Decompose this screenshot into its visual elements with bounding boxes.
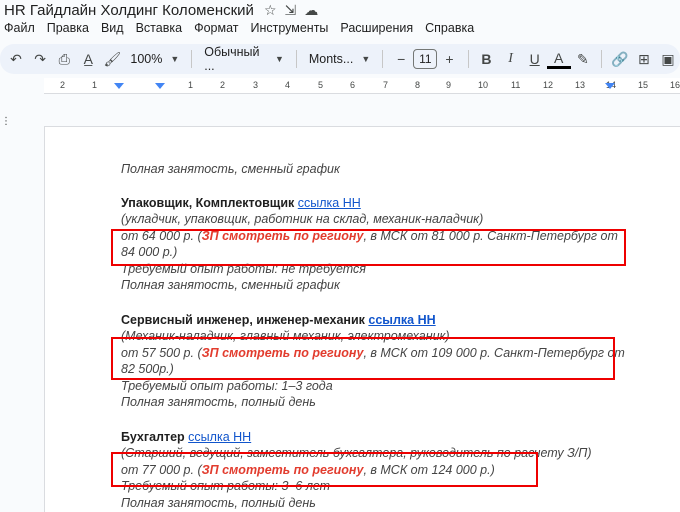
vertical-ruler xyxy=(0,94,14,512)
ruler-number: 7 xyxy=(383,80,389,90)
menu-edit[interactable]: Правка xyxy=(46,21,89,35)
bold-icon[interactable]: B xyxy=(481,51,492,67)
menu-view[interactable]: Вид xyxy=(100,21,124,35)
divider xyxy=(191,50,192,68)
toolbar xyxy=(0,44,680,74)
highlight-box xyxy=(111,452,538,487)
salary-line-cont: 82 500р.) xyxy=(121,362,174,376)
highlight-box xyxy=(111,337,615,380)
salary-text: , в МСК от 124 000 р.) xyxy=(363,462,495,477)
menu-tools[interactable]: Инструменты xyxy=(250,21,329,35)
ruler-number: 9 xyxy=(446,80,452,90)
document-title[interactable]: HR Гайдлайн Холдинг Коломенский xyxy=(4,1,254,19)
hh-link[interactable]: ссылка НН xyxy=(297,195,361,210)
ruler-number: 11 xyxy=(511,80,521,90)
salary-text: , в МСК от 81 000 р. Санкт-Петербург от xyxy=(363,228,618,243)
zoom-value: 100% xyxy=(130,52,163,66)
undo-icon[interactable]: ↶ xyxy=(10,50,22,67)
insert-image-icon[interactable]: ▣ xyxy=(661,50,675,67)
cloud-saved-icon[interactable]: ☁ xyxy=(304,1,319,18)
region-note: ЗП смотреть по региону xyxy=(201,462,364,477)
experience-text: Требуемый опыт работы: 1–3 года xyxy=(121,378,333,393)
schedule-text: Полная занятость, сменный график xyxy=(121,162,340,176)
star-icon[interactable]: ☆ xyxy=(263,1,277,18)
ruler-number: 3 xyxy=(253,80,259,90)
redo-icon[interactable]: ↷ xyxy=(34,50,46,67)
job-title: Бухгалтер xyxy=(121,429,185,444)
job-description: (Старший, ведущий, заместитель бухгалтера, руководитель по расчету З/П) xyxy=(121,446,592,460)
text-color-icon[interactable]: A xyxy=(547,49,571,69)
job-title: Упаковщик, Комплектовщик xyxy=(121,195,295,210)
first-line-indent-marker[interactable] xyxy=(155,83,165,89)
paragraph-style-select[interactable] xyxy=(198,47,290,71)
region-note: ЗП смотреть по региону xyxy=(201,345,364,360)
divider xyxy=(468,50,469,68)
highlight-color-icon[interactable]: ✎ xyxy=(576,50,589,67)
schedule-text: Полная занятость, полный день xyxy=(121,395,316,409)
job-description: (Механик-наладчик, главный механик, электромеханик) xyxy=(121,329,450,343)
add-comment-icon[interactable]: ⊞ xyxy=(638,50,650,67)
ruler-number: 12 xyxy=(543,80,554,90)
move-folder-icon[interactable]: ⇲ xyxy=(284,1,297,18)
divider xyxy=(601,50,602,68)
ruler-number: 10 xyxy=(478,80,489,90)
region-note: ЗП смотреть по региону xyxy=(201,228,364,243)
experience-text: Требуемый опыт работы: не требуется xyxy=(121,261,366,276)
ruler-number: 5 xyxy=(318,80,324,90)
job-title: Сервисный инженер, инженер-механик xyxy=(121,312,365,327)
font-select[interactable] xyxy=(303,47,376,71)
title-bar xyxy=(0,0,680,20)
increase-font-size-icon[interactable]: + xyxy=(445,51,454,67)
ruler-number: 15 xyxy=(638,80,649,90)
schedule-text: Полная занятость, сменный график xyxy=(121,278,340,292)
paint-format-icon[interactable]: 🖌 xyxy=(103,50,122,67)
blank-line xyxy=(121,178,641,195)
ruler-number: 14 xyxy=(606,80,617,90)
menu-bar xyxy=(0,19,482,37)
salary-text: , в МСК от 109 000 р. Санкт-Петербург от xyxy=(363,345,625,360)
experience-text: Требуемый опыт работы: 3–6 лет xyxy=(121,479,331,493)
ruler-number: 2 xyxy=(220,80,226,90)
menu-format[interactable]: Формат xyxy=(194,21,239,35)
blank-line xyxy=(121,294,641,312)
chevron-down-icon: ▼ xyxy=(275,54,284,64)
menu-file[interactable]: Файл xyxy=(4,21,35,35)
salary-text: от 64 000 р. ( xyxy=(121,228,202,243)
print-icon[interactable]: ⎙ xyxy=(58,50,70,67)
ruler-number: 8 xyxy=(415,80,421,90)
chevron-down-icon: ▼ xyxy=(361,54,371,64)
paragraph-style-value: Обычный ... xyxy=(204,45,260,73)
schedule-text: Полная занятость, полный день xyxy=(121,495,316,510)
decrease-font-size-icon[interactable]: − xyxy=(397,51,406,67)
salary-line-cont: 84 000 р.) xyxy=(121,245,178,259)
ruler-number: 13 xyxy=(575,80,586,90)
font-size-input[interactable]: 11 xyxy=(413,49,437,69)
ruler-number: 2 xyxy=(60,80,66,90)
highlight-box xyxy=(111,229,626,266)
salary-text: от 77 000 р. ( xyxy=(121,462,202,477)
ruler-number: 1 xyxy=(188,80,194,90)
menu-help[interactable]: Справка xyxy=(425,21,475,35)
chevron-down-icon: ▼ xyxy=(170,54,180,64)
divider xyxy=(296,50,297,68)
horizontal-ruler[interactable] xyxy=(0,78,680,94)
job-heading xyxy=(121,195,641,212)
zoom-select[interactable] xyxy=(124,47,185,71)
insert-link-icon[interactable]: 🔗 xyxy=(611,50,629,67)
hh-link[interactable]: ссылка НН xyxy=(188,429,252,444)
salary-text: от 57 500 р. ( xyxy=(121,345,202,360)
menu-extensions[interactable]: Расширения xyxy=(340,21,414,35)
outline-icon[interactable]: ⋮ xyxy=(1,116,11,127)
ruler-number: 1 xyxy=(92,80,98,90)
blank-line xyxy=(121,411,641,429)
job-heading xyxy=(121,429,641,446)
spellcheck-icon[interactable]: A̲ xyxy=(83,51,93,67)
right-indent-marker[interactable] xyxy=(605,83,615,89)
ruler-number: 4 xyxy=(285,80,291,90)
job-heading xyxy=(121,312,641,329)
job-description: (укладчик, упаковщик, работник на склад, механик-наладчик) xyxy=(121,212,484,226)
left-indent-marker[interactable] xyxy=(114,83,124,89)
divider xyxy=(382,50,383,68)
font-value: Monts... xyxy=(308,52,354,66)
underline-icon[interactable]: U xyxy=(529,51,540,67)
ruler-number: 16 xyxy=(670,80,680,90)
menu-insert[interactable]: Вставка xyxy=(135,21,183,35)
ruler-number: 6 xyxy=(350,80,356,90)
italic-icon[interactable]: I xyxy=(508,51,513,66)
hh-link[interactable]: ссылка НН xyxy=(368,312,436,327)
